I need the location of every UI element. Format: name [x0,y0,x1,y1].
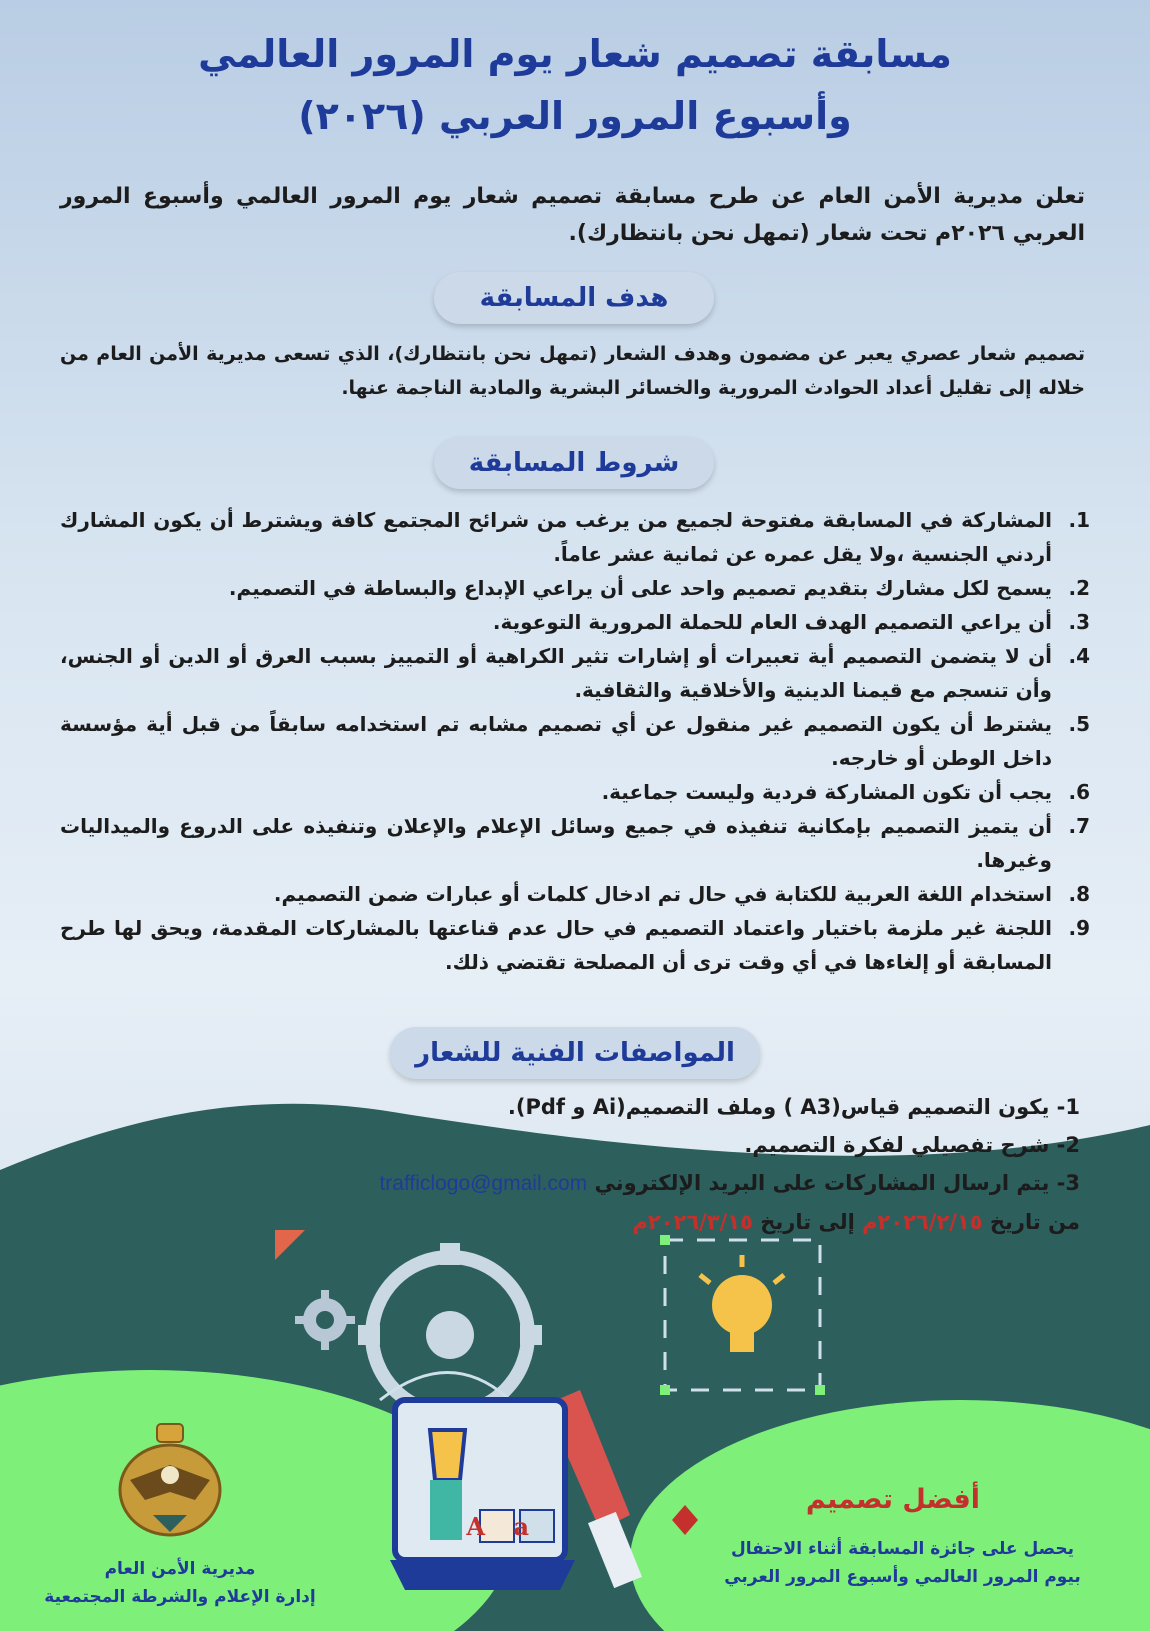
condition-item [60,571,1090,605]
issuer-line-1: مديرية الأمن العام [104,1559,256,1579]
condition-text: اللجنة غير ملزمة باختيار واعتماد التصميم في حال عدم قناعتها بالمشاركات المقدمة، ويحق لها طرح المسابقة أو إلغاءها في أي وقت ترى أن المصلحة تقتضي ذلك. [60,916,1052,974]
letter-a-upper: A [466,1512,485,1541]
intro-paragraph: تعلن مديرية الأمن العام عن طرح مسابقة تصميم شعار يوم المرور العالمي وأسبوع المرور العربي ٢٠٢٦م تحت شعار (تمهل نحن بانتظارك). [60,184,1085,246]
issuer-line-2: إدارة الإعلام والشرطة المجتمعية [44,1587,316,1607]
condition-text: المشاركة في المسابقة مفتوحة لجميع من يرغب من شرائح المجتمع كافة ويشترط أن يكون المشارك أردني الجنسية ،ولا يقل عمره عن ثمانية عشر عاماً. [60,508,1052,566]
lightbulb-icon [660,1235,825,1395]
title-line-1: مسابقة تصميم شعار يوم المرور العالمي [198,32,952,76]
condition-item [60,911,1090,979]
condition-text: يشترط أن يكون التصميم غير منقول عن أي تصميم مشابه تم استخدامه سابقاً من قبل أية مؤسسة داخل الوطن أو خارجه. [60,712,1052,770]
conditions-heading: شروط المسابقة [434,437,714,489]
goal-heading: هدف المسابقة [434,272,714,324]
condition-text: استخدام اللغة العربية للكتابة في حال تم ادخال كلمات أو عبارات ضمن التصميم. [273,882,1052,906]
public-security-emblem-icon [105,1420,235,1545]
condition-text: أن لا يتضمن التصميم أية تعبيرات أو إشارات تثير الكراهية أو التمييز بسبب العرق أو الدين أو الجنس، وأن تنسجم مع قيمنا الدينية والأخلاقية والثقافية. [60,644,1052,702]
email-link[interactable]: trafficlogo@gmail.com [379,1172,588,1195]
condition-item [60,775,1090,809]
conditions-list [60,503,1090,979]
red-diamond-shape [672,1505,698,1535]
spec-item-email [290,1164,1080,1203]
award-line-1: يحصل على جائزة المسابقة أثناء الاحتفال [730,1539,1075,1559]
condition-number: 4. [1068,644,1090,668]
condition-text: أن يراعي التصميم الهدف العام للحملة المرورية التوعوية. [492,610,1052,634]
condition-number: 9. [1068,916,1090,940]
date-from-label: من تاريخ [989,1210,1080,1234]
spec-email-label: 3- يتم ارسال المشاركات على البريد الإلكتروني [594,1171,1080,1195]
condition-number: 2. [1068,576,1090,600]
award-line-2: بيوم المرور العالمي وأسبوع المرور العربي [724,1567,1081,1587]
condition-item [60,809,1090,877]
condition-text: يسمح لكل مشارك بتقديم تصميم واحد على أن يراعي الإبداع والبساطة في التصميم. [228,576,1052,600]
small-gear-icon [295,1290,355,1350]
award-title: أفضل تصميم [805,1484,980,1515]
letter-a-lower: a [513,1512,529,1541]
condition-item [60,877,1090,911]
spec-item-explanation: 2- شرح تفصيلي لفكرة التصميم. [744,1133,1080,1157]
goal-text: تصميم شعار عصري يعبر عن مضمون وهدف الشعار (تمهل نحن بانتظارك)، الذي تسعى مديرية الأمن العام من خلاله إلى تقليل أعداد الحوادث المرورية والخسائر البشرية والمادية الناجمة عنها. [60,343,1085,399]
condition-number: 1. [1068,508,1090,532]
condition-text: يجب أن تكون المشاركة فردية وليست جماعية. [601,780,1052,804]
condition-item [60,503,1090,571]
date-to: ٢٠٢٦/٣/١٥م [632,1210,753,1234]
specs-heading: المواصفات الفنية للشعار [390,1027,760,1079]
condition-number: 3. [1068,610,1090,634]
condition-number: 7. [1068,814,1090,838]
condition-item [60,707,1090,775]
condition-item [60,605,1090,639]
laptop-icon [380,1373,575,1591]
condition-item [60,639,1090,707]
title-line-2: وأسبوع المرور العربي (٢٠٢٦) [298,94,852,138]
condition-number: 6. [1068,780,1090,804]
condition-text: أن يتميز التصميم بإمكانية تنفيذه في جميع وسائل الإعلام والإعلان وتنفيذه على الدروع والميداليات وغيرها. [60,814,1052,872]
condition-number: 5. [1068,712,1090,736]
condition-number: 8. [1068,882,1090,906]
spec-item-size: 1- يكون التصميم قياس(A3 ) وملف التصميم(Ai و Pdf). [507,1095,1080,1119]
date-from: ٢٠٢٦/٢/١٥م [862,1210,983,1234]
design-illustration [270,1215,870,1615]
red-triangle-shape [275,1230,305,1260]
date-to-label: إلى تاريخ [760,1210,855,1234]
